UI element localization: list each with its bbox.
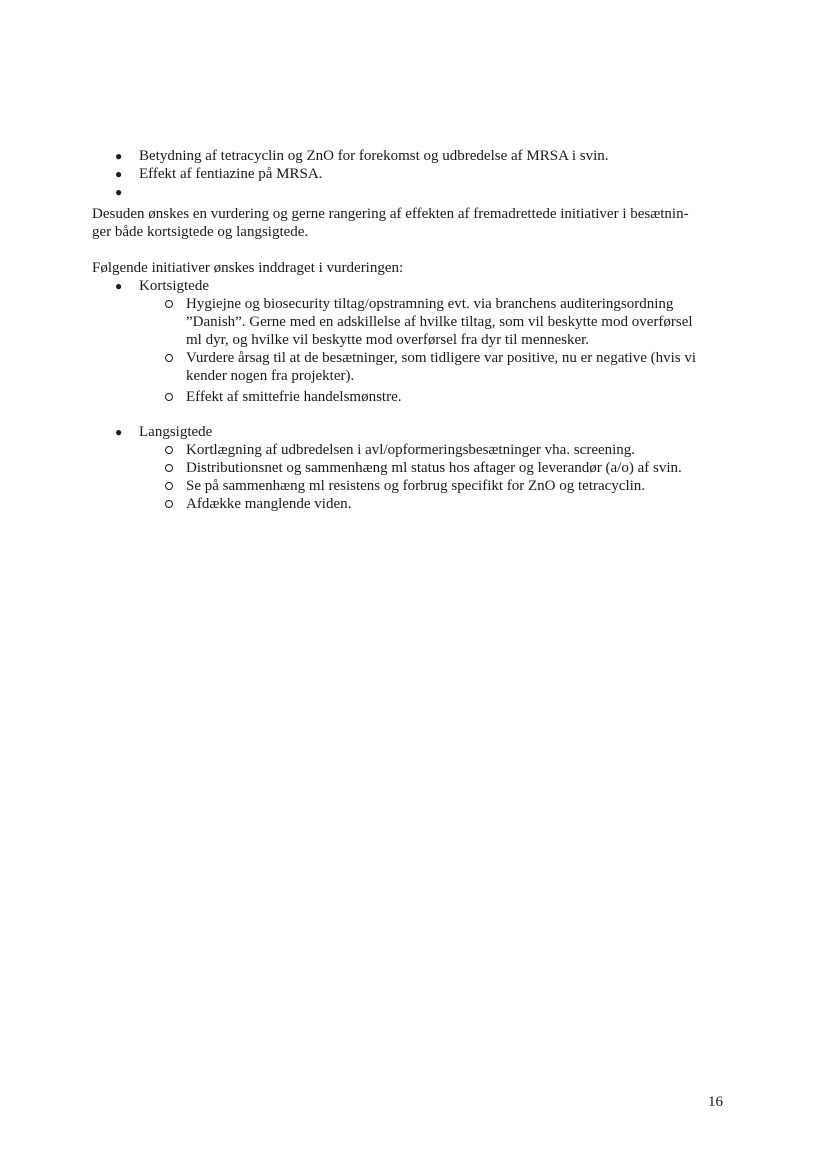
long-term-item-3: Se på sammenhæng ml resistens og forbrug specifikt for ZnO og tetracyclin. — [186, 478, 646, 494]
paragraph-2: Følgende initiativer ønskes inddraget i vurderingen: — [92, 260, 404, 276]
paragraph-1-line-1: Desuden ønskes en vurdering og gerne rangering af effekten af fremadrettede initiativer i besætnin- — [92, 206, 689, 222]
short-term-item-2-line-1: Vurdere årsag til at de besætninger, som tidligere var positive, nu er negative (hvis vi — [186, 350, 697, 366]
short-term-item-1-line-3: ml dyr, og hvilke vil beskytte mod overførsel fra dyr til mennesker. — [186, 332, 590, 348]
long-term-item-2: Distributionsnet og sammenhæng ml status hos aftager og leverandør (a/o) af svin. — [186, 460, 682, 476]
long-term-item-1: Kortlægning af udbredelsen i avl/opformeringsbesætninger vha. screening. — [186, 442, 636, 458]
long-term-item-4: Afdække manglende viden. — [186, 496, 352, 512]
top-bullet-2: Effekt af fentiazine på MRSA. — [139, 166, 323, 182]
short-term-item-1-line-1: Hygiejne og biosecurity tiltag/opstramning evt. via branchens auditeringsordning — [186, 296, 674, 312]
sub-bullet-marker — [165, 500, 173, 508]
short-term-heading: Kortsigtede — [139, 278, 209, 294]
paragraph-1-line-2: ger både kortsigtede og langsigtede. — [92, 224, 309, 240]
sub-bullet-marker — [165, 354, 173, 362]
sub-bullet-marker — [165, 446, 173, 454]
bullet-marker: ● — [115, 167, 123, 181]
short-term-item-1-line-2: ”Danish”. Gerne med en adskillelse af hvilke tiltag, som vil beskytte mod overførsel — [186, 314, 693, 330]
sub-bullet-marker — [165, 393, 173, 401]
bullet-marker: ● — [115, 149, 123, 163]
bullet-marker: ● — [115, 279, 123, 293]
sub-bullet-marker — [165, 300, 173, 308]
bullet-marker: ● — [115, 185, 123, 199]
top-bullet-1: Betydning af tetracyclin og ZnO for forekomst og udbredelse af MRSA i svin. — [139, 148, 609, 164]
long-term-heading: Langsigtede — [139, 424, 213, 440]
bullet-marker: ● — [115, 425, 123, 439]
sub-bullet-marker — [165, 482, 173, 490]
page-number: 16 — [708, 1094, 723, 1110]
short-term-item-3: Effekt af smittefrie handelsmønstre. — [186, 389, 402, 405]
short-term-item-2-line-2: kender nogen fra projekter). — [186, 368, 355, 384]
sub-bullet-marker — [165, 464, 173, 472]
